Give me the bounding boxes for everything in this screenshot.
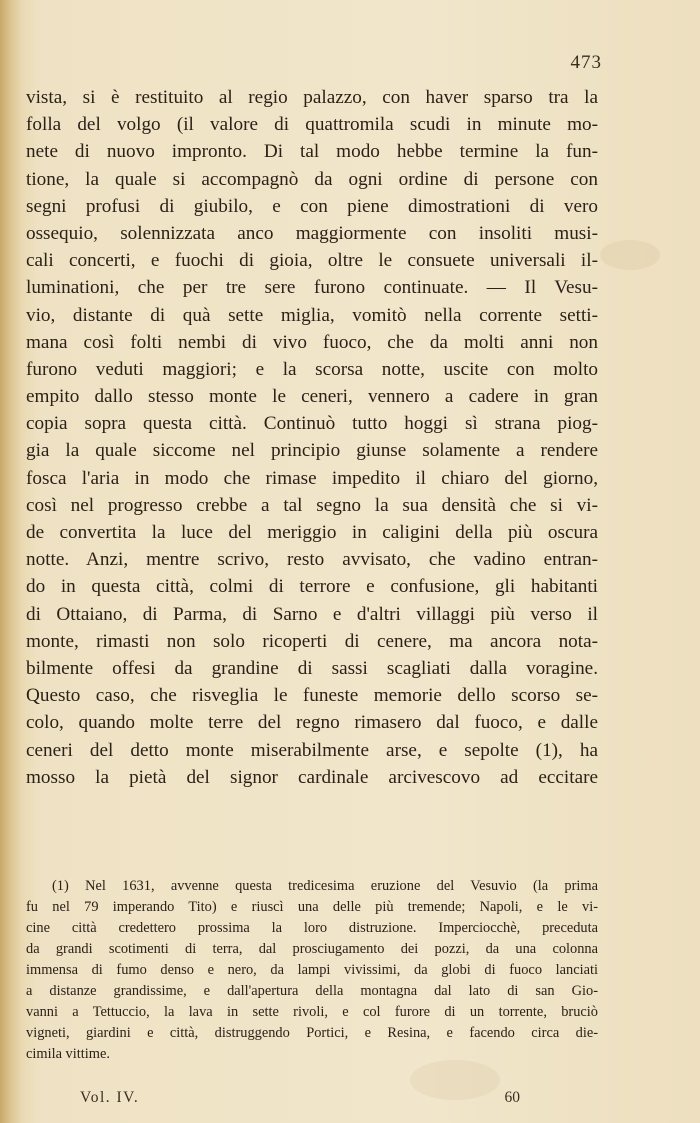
text-line: ceneri del detto monte miserabilmente arse, e sepolte (1), ha (26, 739, 598, 761)
text-line: empito dallo stesso monte le ceneri, vennero a cadere in gran (26, 386, 598, 408)
footnote-line: cine città credettero prossima la loro distruzione. Imperciocchè, preceduta (26, 920, 598, 936)
page-number: 473 (570, 52, 602, 73)
text-line: cali concerti, e fuochi di gioia, oltre le consuete universali il- (26, 250, 598, 272)
text-line: luminationi, che per tre sere furono continuate. — Il Vesu- (26, 277, 598, 299)
text-line: tione, la quale si accompagnò da ogni ordine di persone con (26, 168, 598, 190)
footnote-line: vigneti, giardini e città, distruggendo Portici, e Resina, e facendo circa die- (26, 1025, 598, 1041)
paper-stain (600, 240, 660, 270)
footnote-line: cimila vittime. (26, 1046, 110, 1062)
volume-label: Vol. IV. (80, 1089, 140, 1106)
text-line: fosca l'aria in modo che rimase impedito il chiaro del giorno, (26, 467, 598, 489)
text-line: nete di nuovo impronto. Di tal modo hebbe termine la fun- (26, 141, 598, 163)
text-line: ossequio, solennizzata anco maggiormente con insoliti musi- (26, 222, 598, 244)
body-text (26, 84, 598, 791)
text-line: Questo caso, che risveglia le funeste memorie dello scorso se- (26, 685, 598, 707)
text-line: gia la quale siccome nel principio giunse solamente a rendere (26, 440, 598, 462)
text-line: mana così folti nembi di vivo fuoco, che da molti anni non (26, 331, 598, 353)
text-line: do in questa città, colmi di terrore e confusione, gli habitanti (26, 576, 598, 598)
text-line: notte. Anzi, mentre scrivo, resto avvisato, che vadino entran- (26, 549, 598, 571)
footnote-line: a distanze grandissime, e dall'apertura della montagna dal lato di san Gio- (26, 983, 598, 999)
text-line: folla del volgo (il valore di quattromila scudi in minute mo- (26, 114, 598, 136)
footnote-line: immensa di fumo denso e nero, da lampi vivissimi, da globi di fuoco lanciati (26, 962, 598, 978)
text-line: mosso la pietà del signor cardinale arcivescovo ad eccitare (26, 766, 598, 788)
footnote (26, 876, 598, 1065)
footnote-line: (1) Nel 1631, avvenne questa tredicesima eruzione del Vesuvio (la prima (52, 878, 598, 894)
sheet-number: 60 (504, 1089, 520, 1106)
text-line: così nel progresso crebbe a tal segno la sua densità che si vi- (26, 494, 598, 516)
text-line: copia sopra questa città. Continuò tutto hoggi sì strana piog- (26, 413, 598, 435)
text-line: vio, distante di quà sette miglia, vomitò nella corrente setti- (26, 304, 598, 326)
text-line: bilmente offesi da grandine di sassi scagliati dalla voragine. (26, 657, 598, 679)
text-line: vista, si è restituito al regio palazzo, con haver sparso tra la (26, 87, 598, 108)
text-line: segni profusi di giubilo, e con piene dimostrationi di vero (26, 195, 598, 217)
signature-line (80, 1089, 520, 1107)
footnote-line: vanni a Tettuccio, la lava in sette rivoli, e col furore di un torrente, bruciò (26, 1004, 598, 1020)
text-line: de convertita la luce del meriggio in caligini della più oscura (26, 522, 598, 543)
footnote-line: fu nel 79 imperando Tito) e riuscì una delle più tremende; Napoli, e le vi- (26, 899, 598, 915)
text-line: di Ottaiano, di Parma, di Sarno e d'altri villaggi più verso il (26, 603, 598, 625)
footnote-line: da grandi scotimenti di terra, dal prosciugamento dei pozzi, da una colonna (26, 941, 598, 957)
text-line: furono veduti maggiori; e la scorsa notte, uscite con molto (26, 358, 598, 380)
text-line: colo, quando molte terre del regno rimasero dal fuoco, e dalle (26, 712, 598, 734)
text-line: monte, rimasti non solo ricoperti di cenere, ma ancora nota- (26, 630, 598, 652)
